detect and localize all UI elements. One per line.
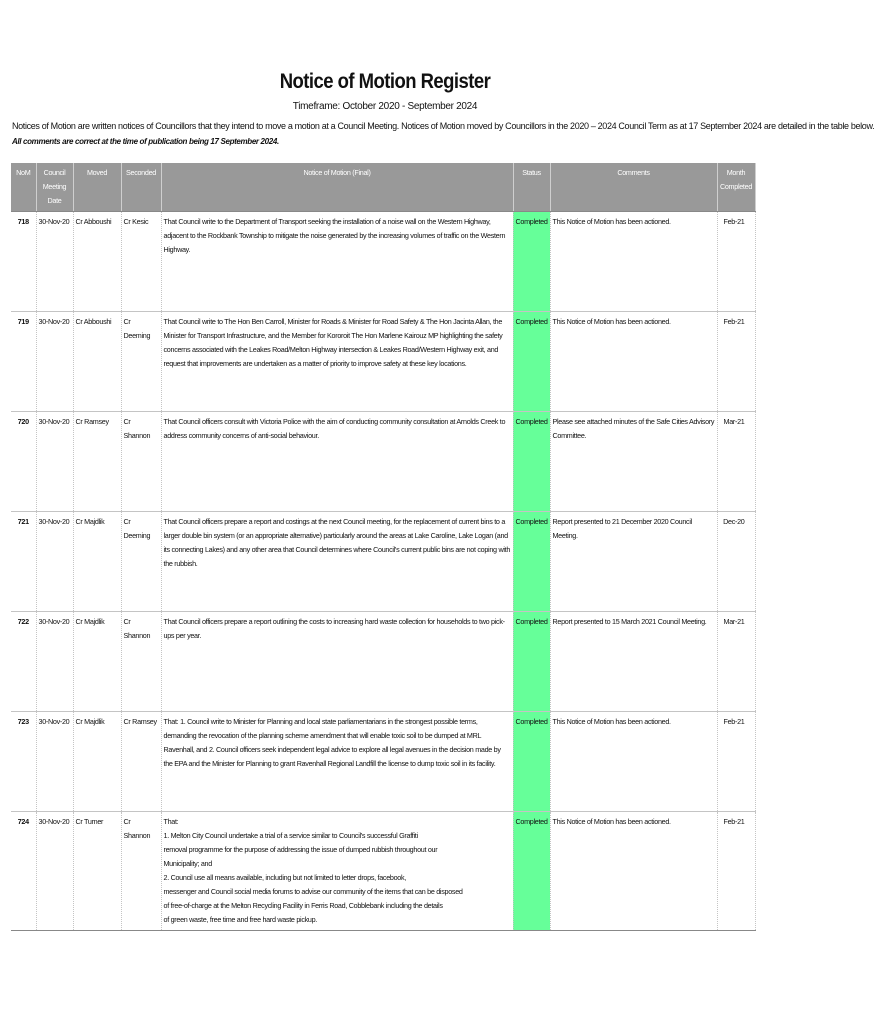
moved-cell: Cr Abboushi [73,312,121,412]
nom-cell: 722 [11,612,36,712]
month-cell: Mar-21 [717,412,755,512]
seconded-cell: Cr Shannon [121,412,161,512]
seconded-cell: Cr Ramsey [121,712,161,812]
header-comments: Comments [550,163,717,212]
header-status: Status [513,163,550,212]
notice-line: Municipality; and [163,859,212,868]
month-cell: Dec-20 [717,512,755,612]
notice-line: of green waste, free time and free hard waste pickup. [163,915,317,924]
date-cell: 30-Nov-20 [36,312,73,412]
date-cell: 30-Nov-20 [36,612,73,712]
table-row [11,212,755,312]
seconded-cell: Cr Deeming [121,512,161,612]
month-cell: Feb-21 [717,312,755,412]
timeframe: Timeframe: October 2020 - September 2024 [292,101,478,112]
table-row [11,312,755,412]
comments-cell: This Notice of Motion has been actioned. [550,712,717,812]
status-cell: Completed [513,812,550,931]
nom-cell: 721 [11,512,36,612]
month-cell: Feb-21 [717,712,755,812]
table-row [11,612,755,712]
table-row [11,812,755,931]
comments-cell: Report presented to 21 December 2020 Council Meeting. [550,512,717,612]
moved-cell: Cr Turner [73,812,121,931]
notice-line: That: [163,817,179,826]
nom-cell: 720 [11,412,36,512]
comments-cell: This Notice of Motion has been actioned. [550,212,717,312]
notice-line: removal programme for the purpose of addressing the issue of dumped rubbish throughout our [163,845,438,854]
moved-cell: Cr Majdlik [73,512,121,612]
seconded-cell: Cr Shannon [121,612,161,712]
notice-cell: That Council officers prepare a report outlining the costs to increasing hard waste collection for households to two pick-ups per year. [161,612,513,712]
status-cell: Completed [513,612,550,712]
status-cell: Completed [513,512,550,612]
notice-line: 2. Council use all means available, including but not limited to letter drops, facebook, [163,873,406,882]
intro-text: Notices of Motion are written notices of Councillors that they intend to move a motion at a Council Meeting. Notices of Motion moved by Councillors in the 2020 – 2024 Council Term as at 17 September 2024 are detailed in the table below. [12,121,874,131]
notice-cell: That Council write to the Department of Transport seeking the installation of a noise wall on the Western Highway, adjacent to the Rockbank Township to mitigate the noise generated by the increasing volumes of traffic on the Western Highway. [161,212,513,312]
notice-cell [161,812,513,931]
comments-cell: Report presented to 15 March 2021 Council Meeting. [550,612,717,712]
moved-cell: Cr Abboushi [73,212,121,312]
moved-cell: Cr Majdlik [73,712,121,812]
month-cell: Feb-21 [717,812,755,931]
table-row [11,712,755,812]
comments-cell: This Notice of Motion has been actioned. [550,812,717,931]
table-row [11,412,755,512]
header-moved: Moved [73,163,121,212]
comments-cell: This Notice of Motion has been actioned. [550,312,717,412]
notice-cell: That Council write to The Hon Ben Carroll, Minister for Roads & Minister for Road Safety & The Hon Jacinta Allan, the Minister for Transport Infrastructure, and the Member for Kororoit The Hon Marlene Kairouz MP highlighting the safety concerns associated with the Leakes Road/Melton Highway intersection & Leakes Road/Western Highway exit, and request that improvements are undertaken as a matter of priority to improve safety at these key locations. [161,312,513,412]
notice-line: 1. Melton City Council undertake a trial of a service similar to Council's successful Graffiti [163,831,418,840]
date-cell: 30-Nov-20 [36,812,73,931]
document-title: Notice of Motion Register [279,70,491,93]
status-cell: Completed [513,412,550,512]
seconded-cell: Cr Kesic [121,212,161,312]
nom-cell: 719 [11,312,36,412]
motion-register-table [11,163,756,931]
seconded-cell: Cr Deeming [121,312,161,412]
seconded-cell: Cr Shannon [121,812,161,931]
nom-cell: 718 [11,212,36,312]
header-nom: NoM [11,163,36,212]
status-cell: Completed [513,212,550,312]
comments-cell: Please see attached minutes of the Safe Cities Advisory Committee. [550,412,717,512]
month-cell: Mar-21 [717,612,755,712]
header-seconded: Seconded [121,163,161,212]
table-header-row [11,163,755,212]
month-cell: Feb-21 [717,212,755,312]
notice-line: of free-of-charge at the Melton Recycling Facility in Ferris Road, Cobblebank including the details [163,901,443,910]
status-cell: Completed [513,312,550,412]
notice-line: messenger and Council social media forums to advise our community of the items that can be disposed [163,887,463,896]
moved-cell: Cr Ramsey [73,412,121,512]
date-cell: 30-Nov-20 [36,712,73,812]
notice-cell: That Council officers consult with Victoria Police with the aim of conducting community consultation at Arnolds Creek to address community concerns of anti-social behaviour. [161,412,513,512]
date-cell: 30-Nov-20 [36,212,73,312]
moved-cell: Cr Majdlik [73,612,121,712]
header-council-meeting-date: Council Meeting Date [36,163,73,212]
nom-cell: 723 [11,712,36,812]
notice-cell: That: 1. Council write to Minister for Planning and local state parliamentarians in the strongest possible terms, demanding the revocation of the planning scheme amendment that will enable toxic soil to be dumped at MRL Ravenhall, and 2. Council officers seek independent legal advice to explore all legal avenues in the decision made by the EPA and the Minister for Planning to grant Ravenhall Regional Landfill the license to dump toxic soil in its facility. [161,712,513,812]
status-cell: Completed [513,712,550,812]
date-cell: 30-Nov-20 [36,512,73,612]
header-notice: Notice of Motion (Final) [161,163,513,212]
publication-note: All comments are correct at the time of publication being 17 September 2024. [12,137,279,146]
table-row [11,512,755,612]
nom-cell: 724 [11,812,36,931]
date-cell: 30-Nov-20 [36,412,73,512]
header-month-completed: Month Completed [717,163,755,212]
notice-cell: That Council officers prepare a report and costings at the next Council meeting, for the replacement of current bins to a larger double bin system (or an appropriate alternative) particularly around the areas at Lake Caroline, Lake Logan (and its connecting Lakes) and any other area that Council determines where Council's current public bins are not coping with the rubbish. [161,512,513,612]
